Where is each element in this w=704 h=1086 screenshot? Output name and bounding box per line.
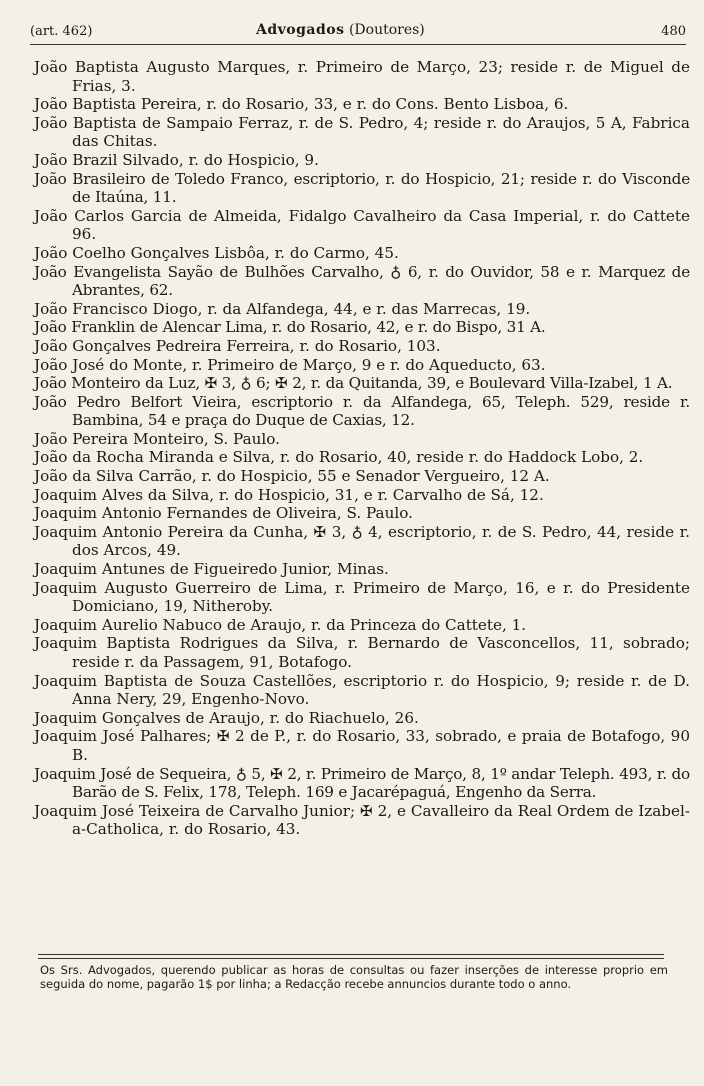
list-item: Joaquim Augusto Guerreiro de Lima, r. Primeiro de Março, 16, e r. do Presidente Domiciano, 19, Nitheroby. — [34, 578, 690, 616]
list-item: Joaquim Aurelio Nabuco de Araujo, r. da Princeza do Cattete, 1. — [34, 615, 527, 634]
list-item: João Franklin de Alencar Lima, r. do Rosario, 42, e r. do Bispo, 31 A. — [34, 318, 546, 337]
list-item: João Gonçalves Pedreira Ferreira, r. do Rosario, 103. — [34, 336, 441, 355]
list-item: João Pereira Monteiro, S. Paulo. — [34, 429, 280, 448]
list-item: Joaquim Antonio Fernandes de Oliveira, S. Paulo. — [34, 504, 413, 523]
list-item: João Evangelista Sayão de Bulhões Carvalho, ♁ 6, r. do Ouvidor, 58 e r. Marquez de Abrantes, 62. — [34, 262, 690, 300]
list-item: João da Silva Carrão, r. do Hospicio, 55 e Senador Vergueiro, 12 A. — [34, 467, 550, 486]
list-item: Joaquim Alves da Silva, r. do Hospicio, 31, e r. Carvalho de Sá, 12. — [34, 485, 544, 504]
page-header — [30, 22, 686, 44]
list-item: Joaquim Baptista Rodrigues da Silva, r. Bernardo de Vasconcellos, 11, sobrado; reside r. da Passagem, 91, Botafogo. — [34, 634, 690, 671]
header-rule — [30, 44, 686, 45]
footer-rule-thin — [38, 958, 664, 959]
list-item: João Brazil Silvado, r. do Hospicio, 9. — [34, 150, 319, 169]
page-title-bold: Advogados — [256, 22, 345, 38]
list-item: João Pedro Belfort Vieira, escriptorio r. da Alfandega, 65, Teleph. 529, reside r. Bambina, 54 e praça do Duque de Caxias, 12. — [34, 392, 690, 430]
list-item: Joaquim Antonio Pereira da Cunha, ✠ 3, ♁ 4, escriptorio, r. de S. Pedro, 44, reside r. dos Arcos, 49. — [34, 522, 690, 560]
list-item: João José do Monte, r. Primeiro de Março, 9 e r. do Aqueducto, 63. — [34, 355, 546, 374]
list-item: João da Rocha Miranda e Silva, r. do Rosario, 40, reside r. do Haddock Lobo, 2. — [34, 448, 644, 467]
list-item: João Baptista Pereira, r. do Rosario, 33, e r. do Cons. Bento Lisboa, 6. — [34, 95, 569, 114]
list-item: João Baptista Augusto Marques, r. Primeiro de Março, 23; reside r. de Miguel de Frias, 3. — [34, 58, 690, 95]
list-item: Joaquim José Teixeira de Carvalho Junior; ✠ 2, e Cavalleiro da Real Ordem de Izabel-a-Catholica, r. do Rosario, 43. — [34, 801, 690, 839]
page-title — [256, 22, 425, 38]
directory-list — [34, 58, 690, 839]
list-item: João Baptista de Sampaio Ferraz, r. de S. Pedro, 4; reside r. do Araujos, 5 A, Fabrica das Chitas. — [34, 113, 690, 151]
section-ref: (art. 462) — [30, 24, 93, 39]
list-item: Joaquim Gonçalves de Araujo, r. do Riachuelo, 26. — [34, 708, 419, 727]
page-title-paren: (Doutores) — [348, 22, 425, 38]
list-item: João Monteiro da Luz, ✠ 3, ♁ 6; ✠ 2, r. da Quitanda, 39, e Boulevard Villa-Izabel, 1 A. — [34, 374, 673, 393]
list-item: Joaquim José de Sequeira, ♁ 5, ✠ 2, r. Primeiro de Março, 8, 1º andar Teleph. 493, r. do Barão de S. Felix, 178, Teleph. 169 e Jacarépaguá, Engenho da Serra. — [34, 764, 690, 802]
list-item: João Francisco Diogo, r. da Alfandega, 44, e r. das Marrecas, 19. — [34, 299, 531, 318]
list-item: Joaquim Antunes de Figueiredo Junior, Minas. — [34, 560, 389, 579]
list-item: João Carlos Garcia de Almeida, Fidalgo Cavalheiro da Casa Imperial, r. do Cattete 96. — [34, 206, 690, 244]
list-item: João Coelho Gonçalves Lisbôa, r. do Carmo, 45. — [34, 243, 399, 262]
footer-rule — [38, 954, 664, 955]
page-number: 480 — [661, 24, 686, 39]
list-item: João Brasileiro de Toledo Franco, escriptorio, r. do Hospicio, 21; reside r. do Visconde de Itaúna, 11. — [34, 169, 690, 207]
list-item: Joaquim José Palhares; ✠ 2 de P., r. do Rosario, 33, sobrado, e praia de Botafogo, 90 B. — [34, 727, 690, 764]
advertising-notice: Os Srs. Advogados, querendo publicar as horas de consultas ou fazer inserções de interesse proprio em seguida do nome, pagarão 1$ por linha; a Redacção recebe annuncios durante todo o anno. — [40, 963, 668, 991]
list-item: Joaquim Baptista de Souza Castellões, escriptorio r. do Hospicio, 9; reside r. de D. Anna Nery, 29, Engenho-Novo. — [34, 671, 690, 709]
